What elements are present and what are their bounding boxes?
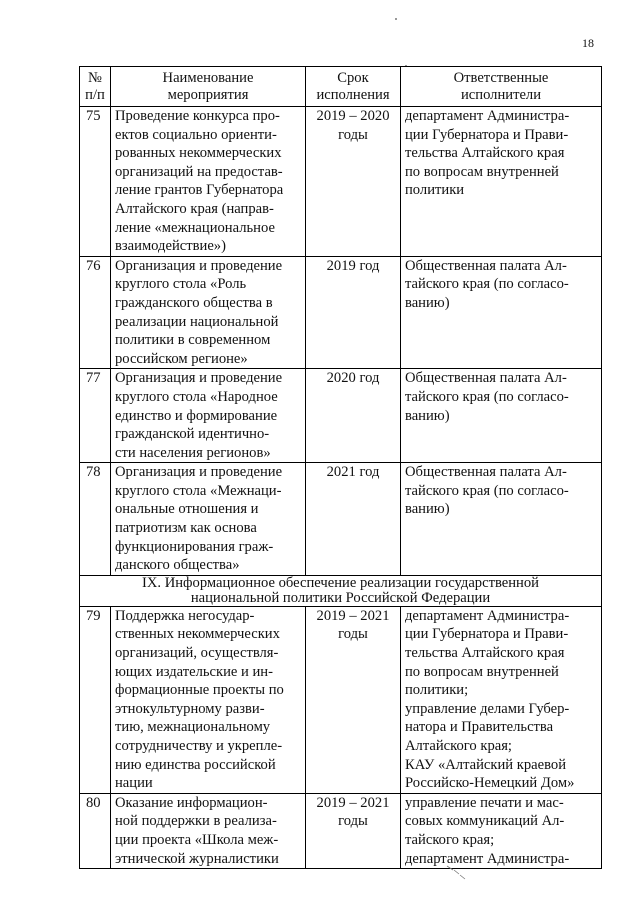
row-name-line: взаимодействие»)	[115, 238, 226, 255]
section-line: IX. Информационное обеспечение реализации государственной	[142, 574, 539, 591]
row-name-line: этнокультурному разви-	[115, 700, 265, 717]
row-name-line: ектов социально ориенти-	[115, 126, 277, 143]
row-name-line: гражданского общества в	[115, 294, 273, 311]
row-responsible-line: управление делами Губер-	[405, 700, 570, 717]
row-name-line: Организация и проведение	[115, 370, 283, 387]
table-row	[80, 793, 602, 868]
row-name-line: круглого стола «Народное	[115, 388, 278, 405]
row-responsible-line: ции Губернатора и Прави-	[405, 126, 569, 143]
row-term	[306, 793, 401, 868]
row-name-line: политики в современном	[115, 332, 271, 349]
header-name	[111, 67, 306, 107]
row-term-line: 2020 год	[326, 370, 380, 387]
header-line: исполнители	[460, 86, 542, 103]
row-responsible-line: Российско-Немецкий Дом»	[405, 775, 575, 792]
row-name-line: тию, межнациональному	[115, 719, 271, 736]
row-term	[306, 369, 401, 463]
header-num	[80, 67, 111, 107]
events-table	[79, 66, 602, 869]
row-term-line: 2019 год	[326, 257, 380, 274]
row-term-line: годы	[338, 626, 368, 643]
row-name	[111, 463, 306, 576]
row-name-line: круглого стола «Межнаци-	[115, 482, 282, 499]
table-row	[80, 256, 602, 369]
header-line: Срок	[337, 69, 369, 86]
row-responsible-line: Общественная палата Ал-	[405, 370, 567, 387]
row-responsible-line: ванию)	[405, 501, 450, 518]
row-name-line: ющих издательские и ин-	[115, 663, 273, 680]
row-name-line: реализации национальной	[115, 313, 279, 330]
row-name	[111, 256, 306, 369]
row-name-line: этнической журналистики	[115, 850, 279, 867]
row-name-line: организаций, осуществля-	[115, 645, 279, 662]
row-responsible-line: ванию)	[405, 407, 450, 424]
row-term	[306, 256, 401, 369]
row-responsible-line: департамент Администра-	[405, 850, 570, 867]
row-responsible-line: департамент Администра-	[405, 607, 570, 624]
row-responsible-line: департамент Администра-	[405, 108, 570, 124]
section-line: национальной политики Российской Федерации	[190, 589, 491, 606]
row-term-line: 2021 год	[326, 464, 380, 481]
row-responsible	[401, 606, 602, 793]
row-responsible-line: политики;	[405, 682, 469, 699]
row-responsible-line: тельства Алтайского края	[405, 145, 565, 162]
scan-speck	[395, 18, 397, 20]
row-responsible-line: тельства Алтайского края	[405, 645, 565, 662]
table-row	[80, 107, 602, 257]
row-name-line: ональные отношения и	[115, 501, 259, 518]
row-name-line: ственных некоммерческих	[115, 626, 280, 643]
row-name-line: сти населения регионов»	[115, 444, 271, 461]
page-number: 18	[582, 36, 594, 50]
row-responsible-line: политики	[405, 182, 465, 199]
row-name	[111, 107, 306, 257]
row-responsible	[401, 369, 602, 463]
row-term-line: годы	[338, 813, 368, 830]
row-name-line: Поддержка негосудар-	[115, 607, 255, 624]
row-responsible-line: тайского края (по согласо-	[405, 276, 569, 293]
table-header-row	[80, 67, 602, 107]
row-number: 76	[80, 256, 111, 369]
header-line: п/п	[85, 86, 105, 103]
row-term	[306, 463, 401, 576]
row-term-line: годы	[338, 126, 368, 143]
row-name-line: функционирования граж-	[115, 538, 274, 555]
row-name-line: Организация и проведение	[115, 464, 283, 481]
row-name-line: ной поддержки в реализа-	[115, 813, 277, 830]
row-responsible-line: совых коммуникаций Ал-	[405, 813, 565, 830]
row-name-line: Оказание информацион-	[115, 794, 268, 811]
section-heading-row	[80, 575, 602, 606]
row-term-line: 2019 – 2021	[316, 794, 390, 811]
row-responsible-line: ции Губернатора и Прави-	[405, 626, 569, 643]
row-responsible	[401, 107, 602, 257]
row-name-line: Организация и проведение	[115, 257, 283, 274]
row-number: 79	[80, 606, 111, 793]
section-heading	[80, 575, 602, 606]
row-name-line: гражданской идентично-	[115, 426, 270, 443]
row-name-line: нию единства российской	[115, 756, 276, 773]
row-responsible-line: ванию)	[405, 294, 450, 311]
row-term-line: 2019 – 2021	[316, 607, 390, 624]
row-responsible-line: Общественная палата Ал-	[405, 257, 567, 274]
header-line: мероприятия	[167, 86, 249, 103]
row-name-line: патриотизм как основа	[115, 520, 257, 537]
row-name-line: Проведение конкурса про-	[115, 108, 280, 124]
table-row	[80, 369, 602, 463]
header-term	[306, 67, 401, 107]
header-line: Ответственные	[453, 69, 549, 86]
row-responsible-line: тайского края;	[405, 831, 495, 848]
row-term-line: 2019 – 2020	[316, 108, 390, 124]
header-line: №	[88, 69, 102, 86]
row-name	[111, 793, 306, 868]
row-name-line: единство и формирование	[115, 407, 278, 424]
header-resp	[401, 67, 602, 107]
scan-mark	[445, 864, 469, 882]
row-responsible-line: натора и Правительства	[405, 719, 554, 736]
row-name	[111, 369, 306, 463]
row-name-line: сотрудничеству и укрепле-	[115, 738, 283, 754]
row-responsible-line: тайского края (по согласо-	[405, 482, 569, 499]
row-responsible-line: по вопросам внутренней	[405, 663, 559, 680]
row-name-line: ление грантов Губернатора	[115, 182, 284, 199]
row-number: 78	[80, 463, 111, 576]
table-row	[80, 463, 602, 576]
row-number: 80	[80, 793, 111, 868]
table-row	[80, 606, 602, 793]
row-number: 75	[80, 107, 111, 257]
header-line: исполнения	[316, 86, 390, 103]
row-name-line: нации	[115, 775, 153, 792]
row-name-line: формационные проекты по	[115, 682, 284, 699]
row-name-line: ление «межнациональное	[115, 219, 275, 236]
row-responsible-line: тайского края (по согласо-	[405, 388, 569, 405]
row-responsible	[401, 463, 602, 576]
row-name-line: круглого стола «Роль	[115, 276, 247, 293]
row-number: 77	[80, 369, 111, 463]
row-name-line: ции проекта «Школа меж-	[115, 831, 279, 848]
row-term	[306, 606, 401, 793]
row-responsible	[401, 793, 602, 868]
row-responsible-line: управление печати и мас-	[405, 794, 564, 811]
row-name-line: рованных некоммерческих	[115, 145, 282, 162]
row-name-line: Алтайского края (направ-	[115, 200, 274, 217]
row-responsible-line: Общественная палата Ал-	[405, 464, 567, 481]
row-term	[306, 107, 401, 257]
row-responsible-line: Алтайского края;	[405, 738, 512, 754]
row-name	[111, 606, 306, 793]
row-name-line: данского общества»	[115, 557, 240, 574]
row-responsible-line: по вопросам внутренней	[405, 163, 559, 180]
row-responsible-line: КАУ «Алтайский краевой	[405, 756, 567, 773]
row-name-line: организаций на предостав-	[115, 163, 283, 180]
row-responsible	[401, 256, 602, 369]
header-line: Наименование	[162, 69, 254, 86]
row-name-line: российском регионе»	[115, 350, 248, 367]
